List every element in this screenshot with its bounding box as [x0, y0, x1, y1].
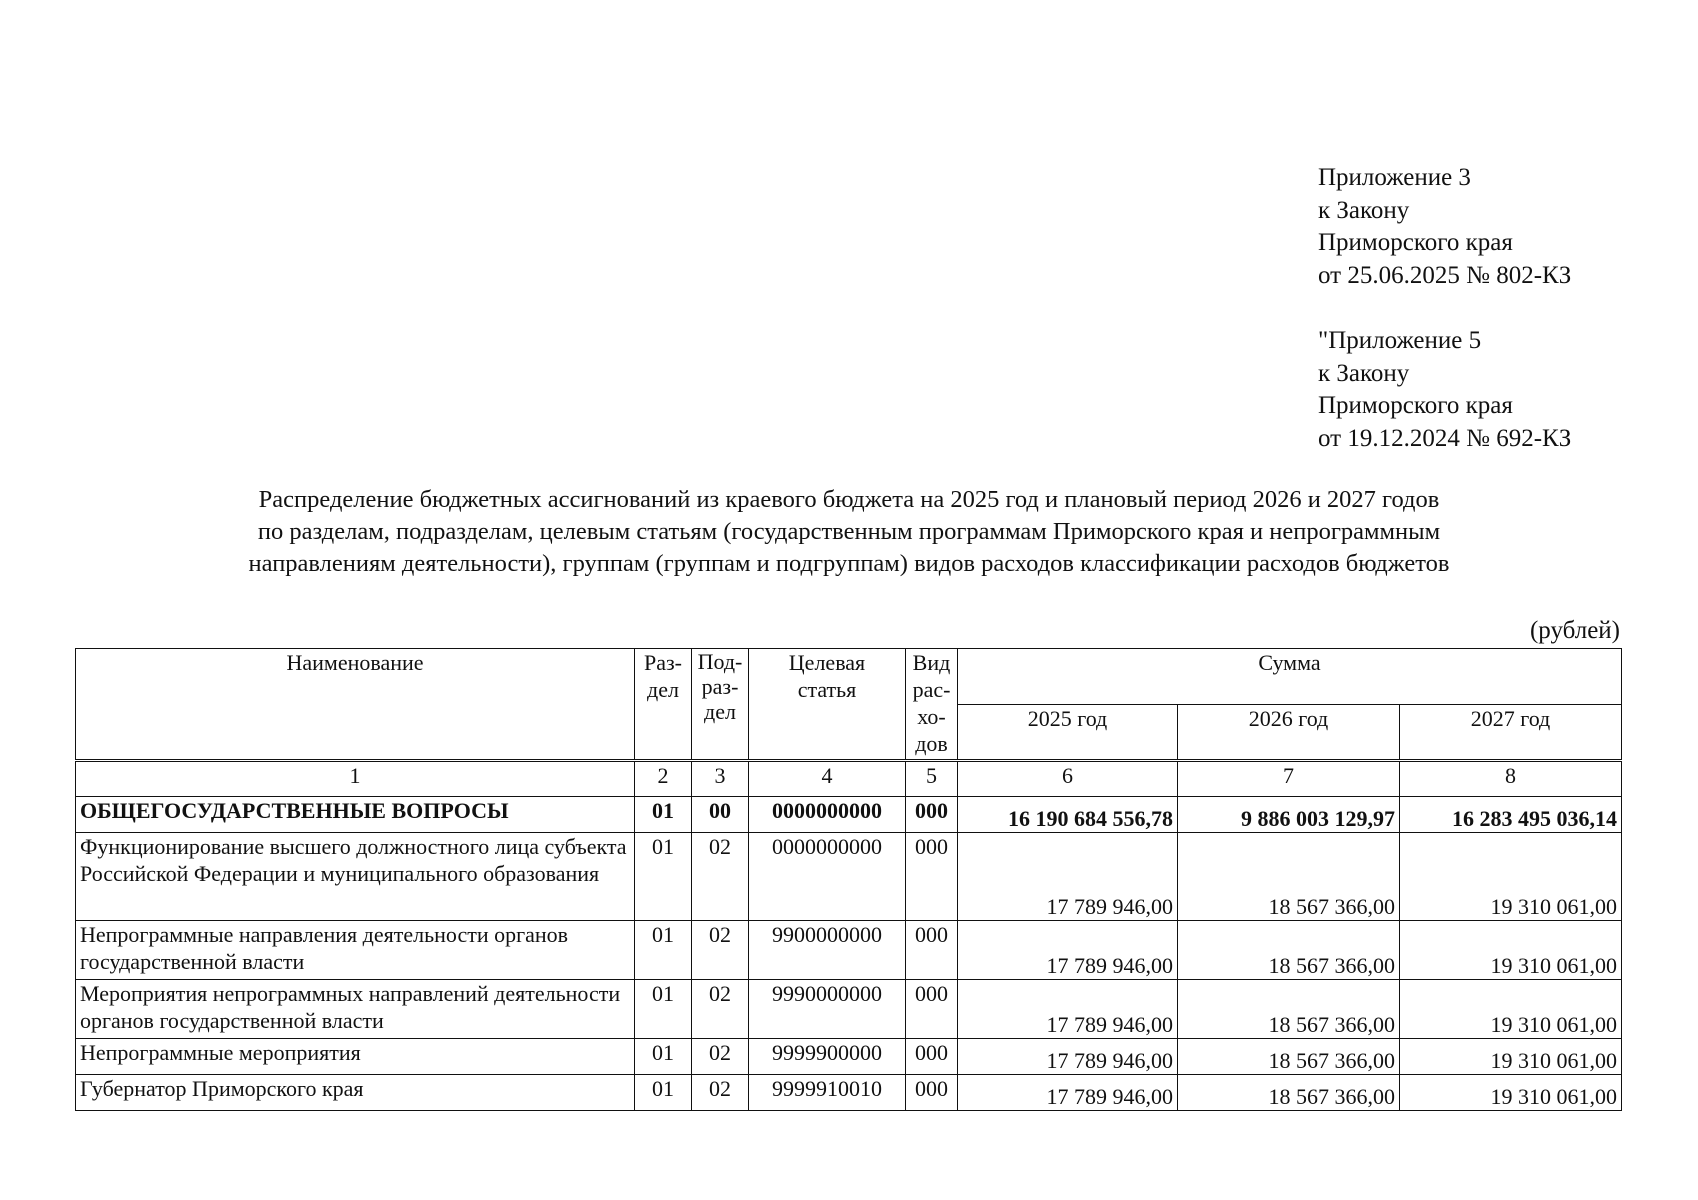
- appendix-line: к Закону: [1318, 359, 1410, 387]
- row-sum-2025: 17 789 946,00: [958, 1075, 1178, 1111]
- appendix-line: от 25.06.2025 № 802-КЗ: [1318, 261, 1572, 289]
- table-row: [76, 921, 1622, 980]
- column-number: 1: [76, 761, 635, 797]
- table-row: [76, 797, 1622, 833]
- document-title: [100, 484, 1598, 580]
- header-sum: Сумма: [958, 649, 1622, 705]
- header-expense-type: Вид рас- хо- дов: [906, 649, 958, 761]
- row-section: 01: [635, 980, 692, 1039]
- column-number: 4: [749, 761, 906, 797]
- row-section: 01: [635, 833, 692, 921]
- units-label: (рублей): [1529, 617, 1620, 644]
- table-row: [76, 1075, 1622, 1111]
- appendix-line: "Приложение 5: [1318, 327, 1482, 354]
- row-subsection: 02: [692, 1075, 749, 1111]
- row-sum-2027: 19 310 061,00: [1400, 1039, 1622, 1075]
- row-sum-2027: 19 310 061,00: [1400, 980, 1622, 1039]
- row-sum-2025: 17 789 946,00: [958, 1039, 1178, 1075]
- row-name: Губернатор Приморского края: [76, 1075, 635, 1111]
- row-sum-2026: 9 886 003 129,97: [1178, 797, 1400, 833]
- column-number: 3: [692, 761, 749, 797]
- row-name: Непрограммные мероприятия: [76, 1039, 635, 1075]
- row-name: Функционирование высшего должностного лица субъекта Российской Федерации и муниципального образования: [76, 833, 635, 921]
- header-year-2026: 2026 год: [1178, 705, 1400, 761]
- row-expense-type: 000: [906, 797, 958, 833]
- row-sum-2026: 18 567 366,00: [1178, 1075, 1400, 1111]
- row-sum-2026: 18 567 366,00: [1178, 833, 1400, 921]
- row-sum-2026: 18 567 366,00: [1178, 1039, 1400, 1075]
- row-expense-type: 000: [906, 980, 958, 1039]
- appendix-line: к Закону: [1318, 196, 1410, 224]
- table-row: [76, 980, 1622, 1039]
- row-name: ОБЩЕГОСУДАРСТВЕННЫЕ ВОПРОСЫ: [76, 797, 635, 833]
- row-expense-type: 000: [906, 833, 958, 921]
- column-number: 8: [1400, 761, 1622, 797]
- table-row: [76, 833, 1622, 921]
- title-line: Распределение бюджетных ассигнований из краевого бюджета на 2025 год и плановый период 2026 и 2027 годов: [258, 486, 1440, 513]
- row-sum-2027: 19 310 061,00: [1400, 921, 1622, 980]
- table-row: [76, 1039, 1622, 1075]
- row-subsection: 02: [692, 833, 749, 921]
- row-target-article: 9900000000: [749, 921, 906, 980]
- row-section: 01: [635, 1075, 692, 1111]
- appendix-reference-5: [1318, 325, 1571, 455]
- column-number: 6: [958, 761, 1178, 797]
- row-expense-type: 000: [906, 1039, 958, 1075]
- row-target-article: 9999900000: [749, 1039, 906, 1075]
- row-sum-2027: 19 310 061,00: [1400, 833, 1622, 921]
- row-subsection: 02: [692, 1039, 749, 1075]
- appendix-line: Приморского края: [1318, 229, 1513, 256]
- appendix-line: Приложение 3: [1318, 164, 1471, 191]
- row-target-article: 9990000000: [749, 980, 906, 1039]
- header-name: Наименование: [76, 649, 635, 761]
- header-subsection: Под- раз- дел: [692, 649, 749, 761]
- row-target-article: 9999910010: [749, 1075, 906, 1111]
- column-number: 7: [1178, 761, 1400, 797]
- header-target-article: Целевая статья: [749, 649, 906, 761]
- column-number: 5: [906, 761, 958, 797]
- row-name: Непрограммные направления деятельности органов государственной власти: [76, 921, 635, 980]
- appendix-line: Приморского края: [1318, 392, 1513, 419]
- header-section: Раз- дел: [635, 649, 692, 761]
- row-sum-2026: 18 567 366,00: [1178, 980, 1400, 1039]
- row-target-article: 0000000000: [749, 797, 906, 833]
- row-sum-2026: 18 567 366,00: [1178, 921, 1400, 980]
- row-sum-2025: 16 190 684 556,78: [958, 797, 1178, 833]
- budget-table: [75, 648, 1622, 1111]
- row-sum-2025: 17 789 946,00: [958, 921, 1178, 980]
- row-subsection: 00: [692, 797, 749, 833]
- row-sum-2025: 17 789 946,00: [958, 980, 1178, 1039]
- row-sum-2027: 16 283 495 036,14: [1400, 797, 1622, 833]
- row-name: Мероприятия непрограммных направлений деятельности органов государственной власти: [76, 980, 635, 1039]
- row-sum-2025: 17 789 946,00: [958, 833, 1178, 921]
- appendix-reference-3: [1318, 162, 1571, 292]
- header-year-2025: 2025 год: [958, 705, 1178, 761]
- header-year-2027: 2027 год: [1400, 705, 1622, 761]
- row-sum-2027: 19 310 061,00: [1400, 1075, 1622, 1111]
- row-subsection: 02: [692, 980, 749, 1039]
- row-expense-type: 000: [906, 921, 958, 980]
- row-section: 01: [635, 797, 692, 833]
- row-target-article: 0000000000: [749, 833, 906, 921]
- appendix-line: от 19.12.2024 № 692-КЗ: [1318, 424, 1572, 452]
- title-line: по разделам, подразделам, целевым статьям (государственным программам Приморского края и непрограммным: [257, 518, 1441, 545]
- row-subsection: 02: [692, 921, 749, 980]
- row-section: 01: [635, 1039, 692, 1075]
- title-line: направлениям деятельности), группам (группам и подгруппам) видов расходов классификации расходов бюджетов: [248, 550, 1450, 577]
- row-expense-type: 000: [906, 1075, 958, 1111]
- row-section: 01: [635, 921, 692, 980]
- column-number: 2: [635, 761, 692, 797]
